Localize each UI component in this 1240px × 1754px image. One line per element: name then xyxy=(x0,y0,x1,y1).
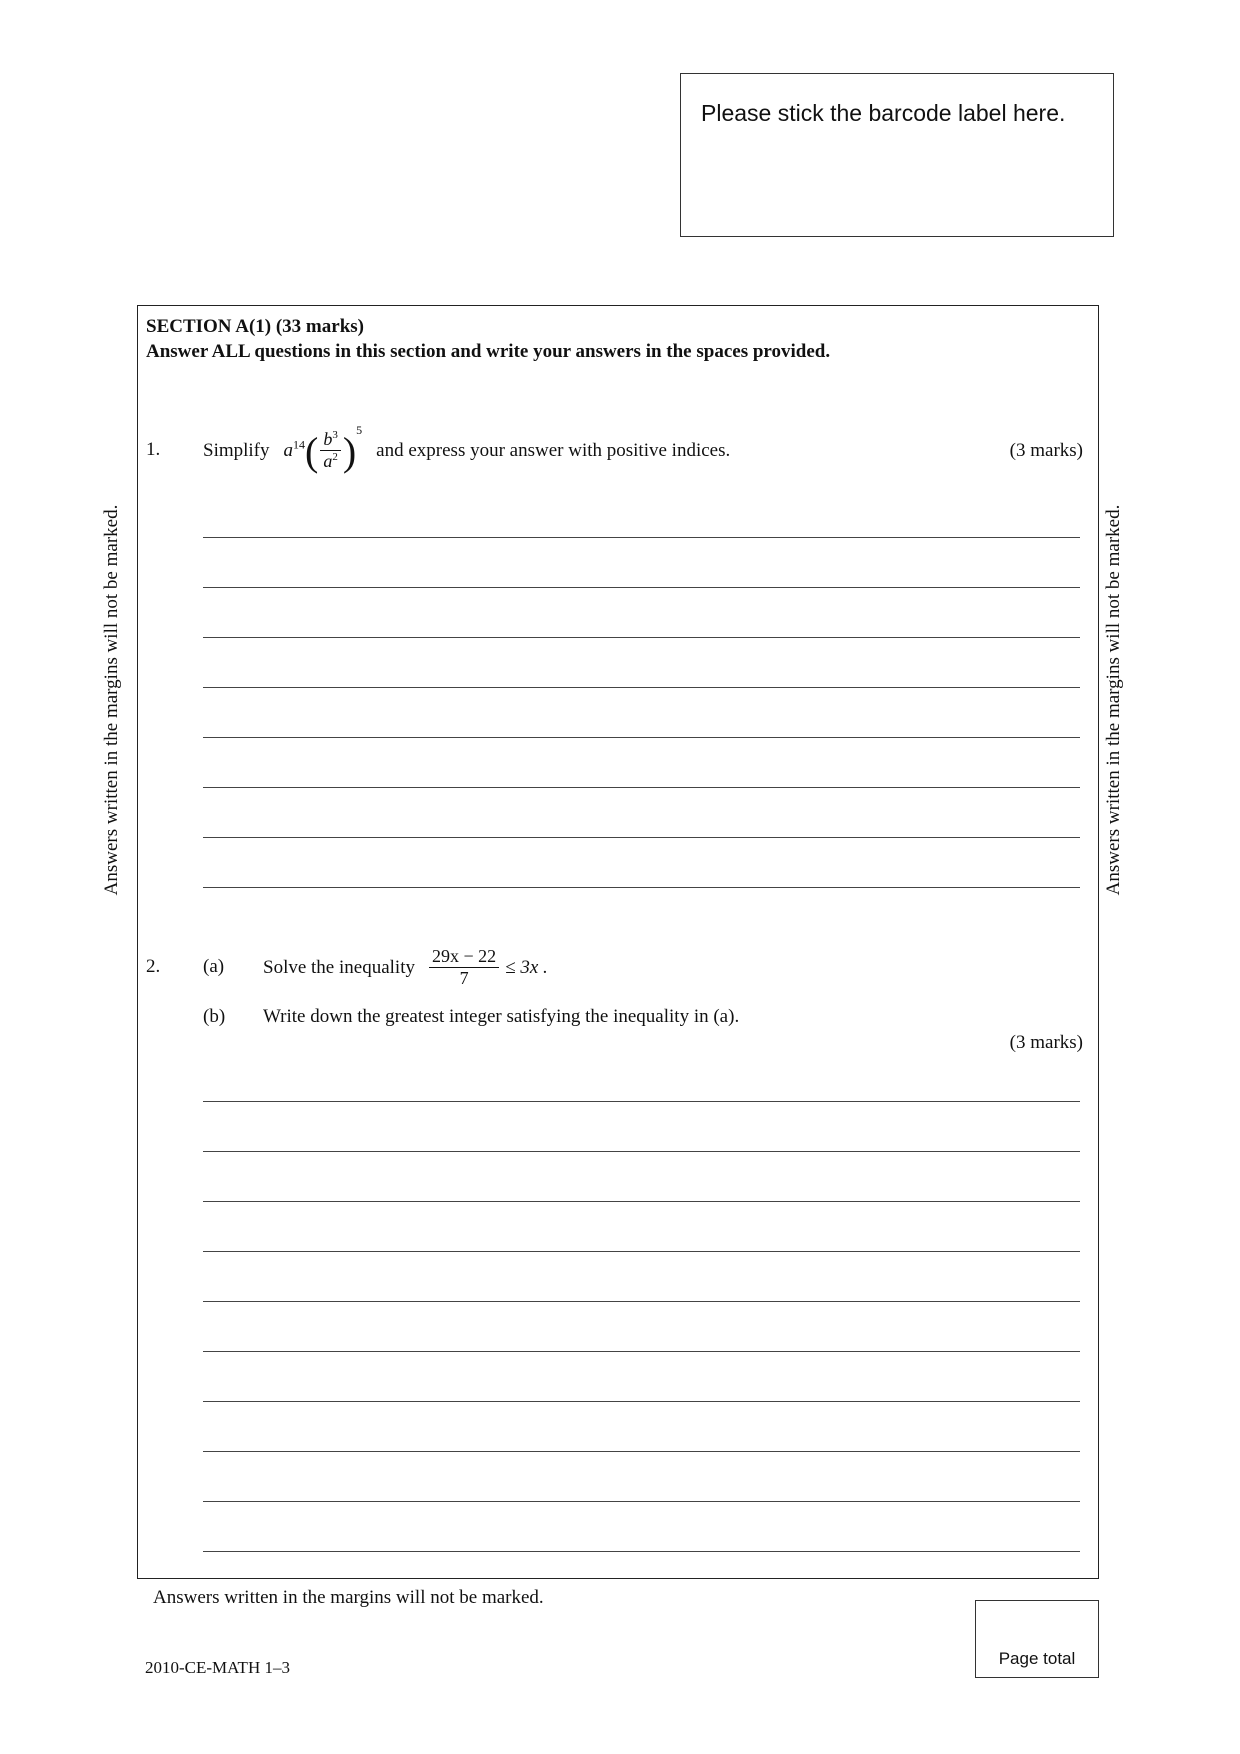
answer-line[interactable] xyxy=(203,1451,1080,1452)
answer-line[interactable] xyxy=(203,587,1080,588)
question-2-number: 2. xyxy=(146,956,161,977)
section-box xyxy=(137,305,1099,1579)
answer-line[interactable] xyxy=(203,787,1080,788)
answer-line[interactable] xyxy=(203,1401,1080,1402)
answer-line[interactable] xyxy=(203,1251,1080,1252)
question-2a-fraction: $\frac{29x - 22}{7}$ xyxy=(429,947,499,989)
answer-line[interactable] xyxy=(203,637,1080,638)
barcode-label-box xyxy=(680,73,1114,237)
question-2-marks: (3 marks) xyxy=(1009,1032,1083,1053)
question-2b-label: (b) xyxy=(203,1006,226,1027)
answer-line[interactable] xyxy=(203,737,1080,738)
answer-line[interactable] xyxy=(203,1551,1080,1552)
page-total-label: Page total xyxy=(998,1649,1076,1668)
question-1-number: 1. xyxy=(146,439,161,460)
answer-line[interactable] xyxy=(203,537,1080,538)
answer-line[interactable] xyxy=(203,1501,1080,1502)
answer-line[interactable] xyxy=(203,1301,1080,1302)
question-1-marks: (3 marks) xyxy=(1009,440,1083,461)
barcode-label-text: Please stick the barcode label here. xyxy=(701,100,1066,126)
section-title: SECTION A(1) (33 marks) xyxy=(146,316,364,337)
footer-margin-note: Answers written in the margins will not be marked. xyxy=(153,1587,544,1608)
question-1-prefix: Simplify xyxy=(203,440,270,461)
page-total-box[interactable] xyxy=(975,1600,1099,1678)
question-2a-text: Solve the inequality $\frac{29x - 22}{7}$ ≤ 3x . xyxy=(263,945,548,988)
question-2a-label: (a) xyxy=(203,956,225,977)
question-2b-text: Write down the greatest integer satisfying the inequality in (a). xyxy=(263,1006,740,1027)
paper-code: 2010-CE-MATH 1–3 xyxy=(145,1658,290,1677)
answer-line[interactable] xyxy=(203,1101,1080,1102)
right-margin-note: Answers written in the margins will not be marked. xyxy=(1103,504,1124,896)
question-1-suffix: and express your answer with positive indices. xyxy=(376,440,731,461)
answer-line[interactable] xyxy=(203,1351,1080,1352)
section-instruction: Answer ALL questions in this section and write your answers in the spaces provided. xyxy=(146,341,831,362)
answer-line[interactable] xyxy=(203,887,1080,888)
answer-line[interactable] xyxy=(203,1151,1080,1152)
answer-line[interactable] xyxy=(203,837,1080,838)
question-1-expression: $a^{14}$( $\frac{b^3}{a^2}$ )$^5$ xyxy=(283,423,363,474)
answer-line[interactable] xyxy=(203,1201,1080,1202)
question-2a-rhs: ≤ 3x . xyxy=(505,957,548,978)
question-1-text xyxy=(203,416,730,486)
answer-line[interactable] xyxy=(203,687,1080,688)
left-margin-note: Answers written in the margins will not be marked. xyxy=(101,504,122,896)
